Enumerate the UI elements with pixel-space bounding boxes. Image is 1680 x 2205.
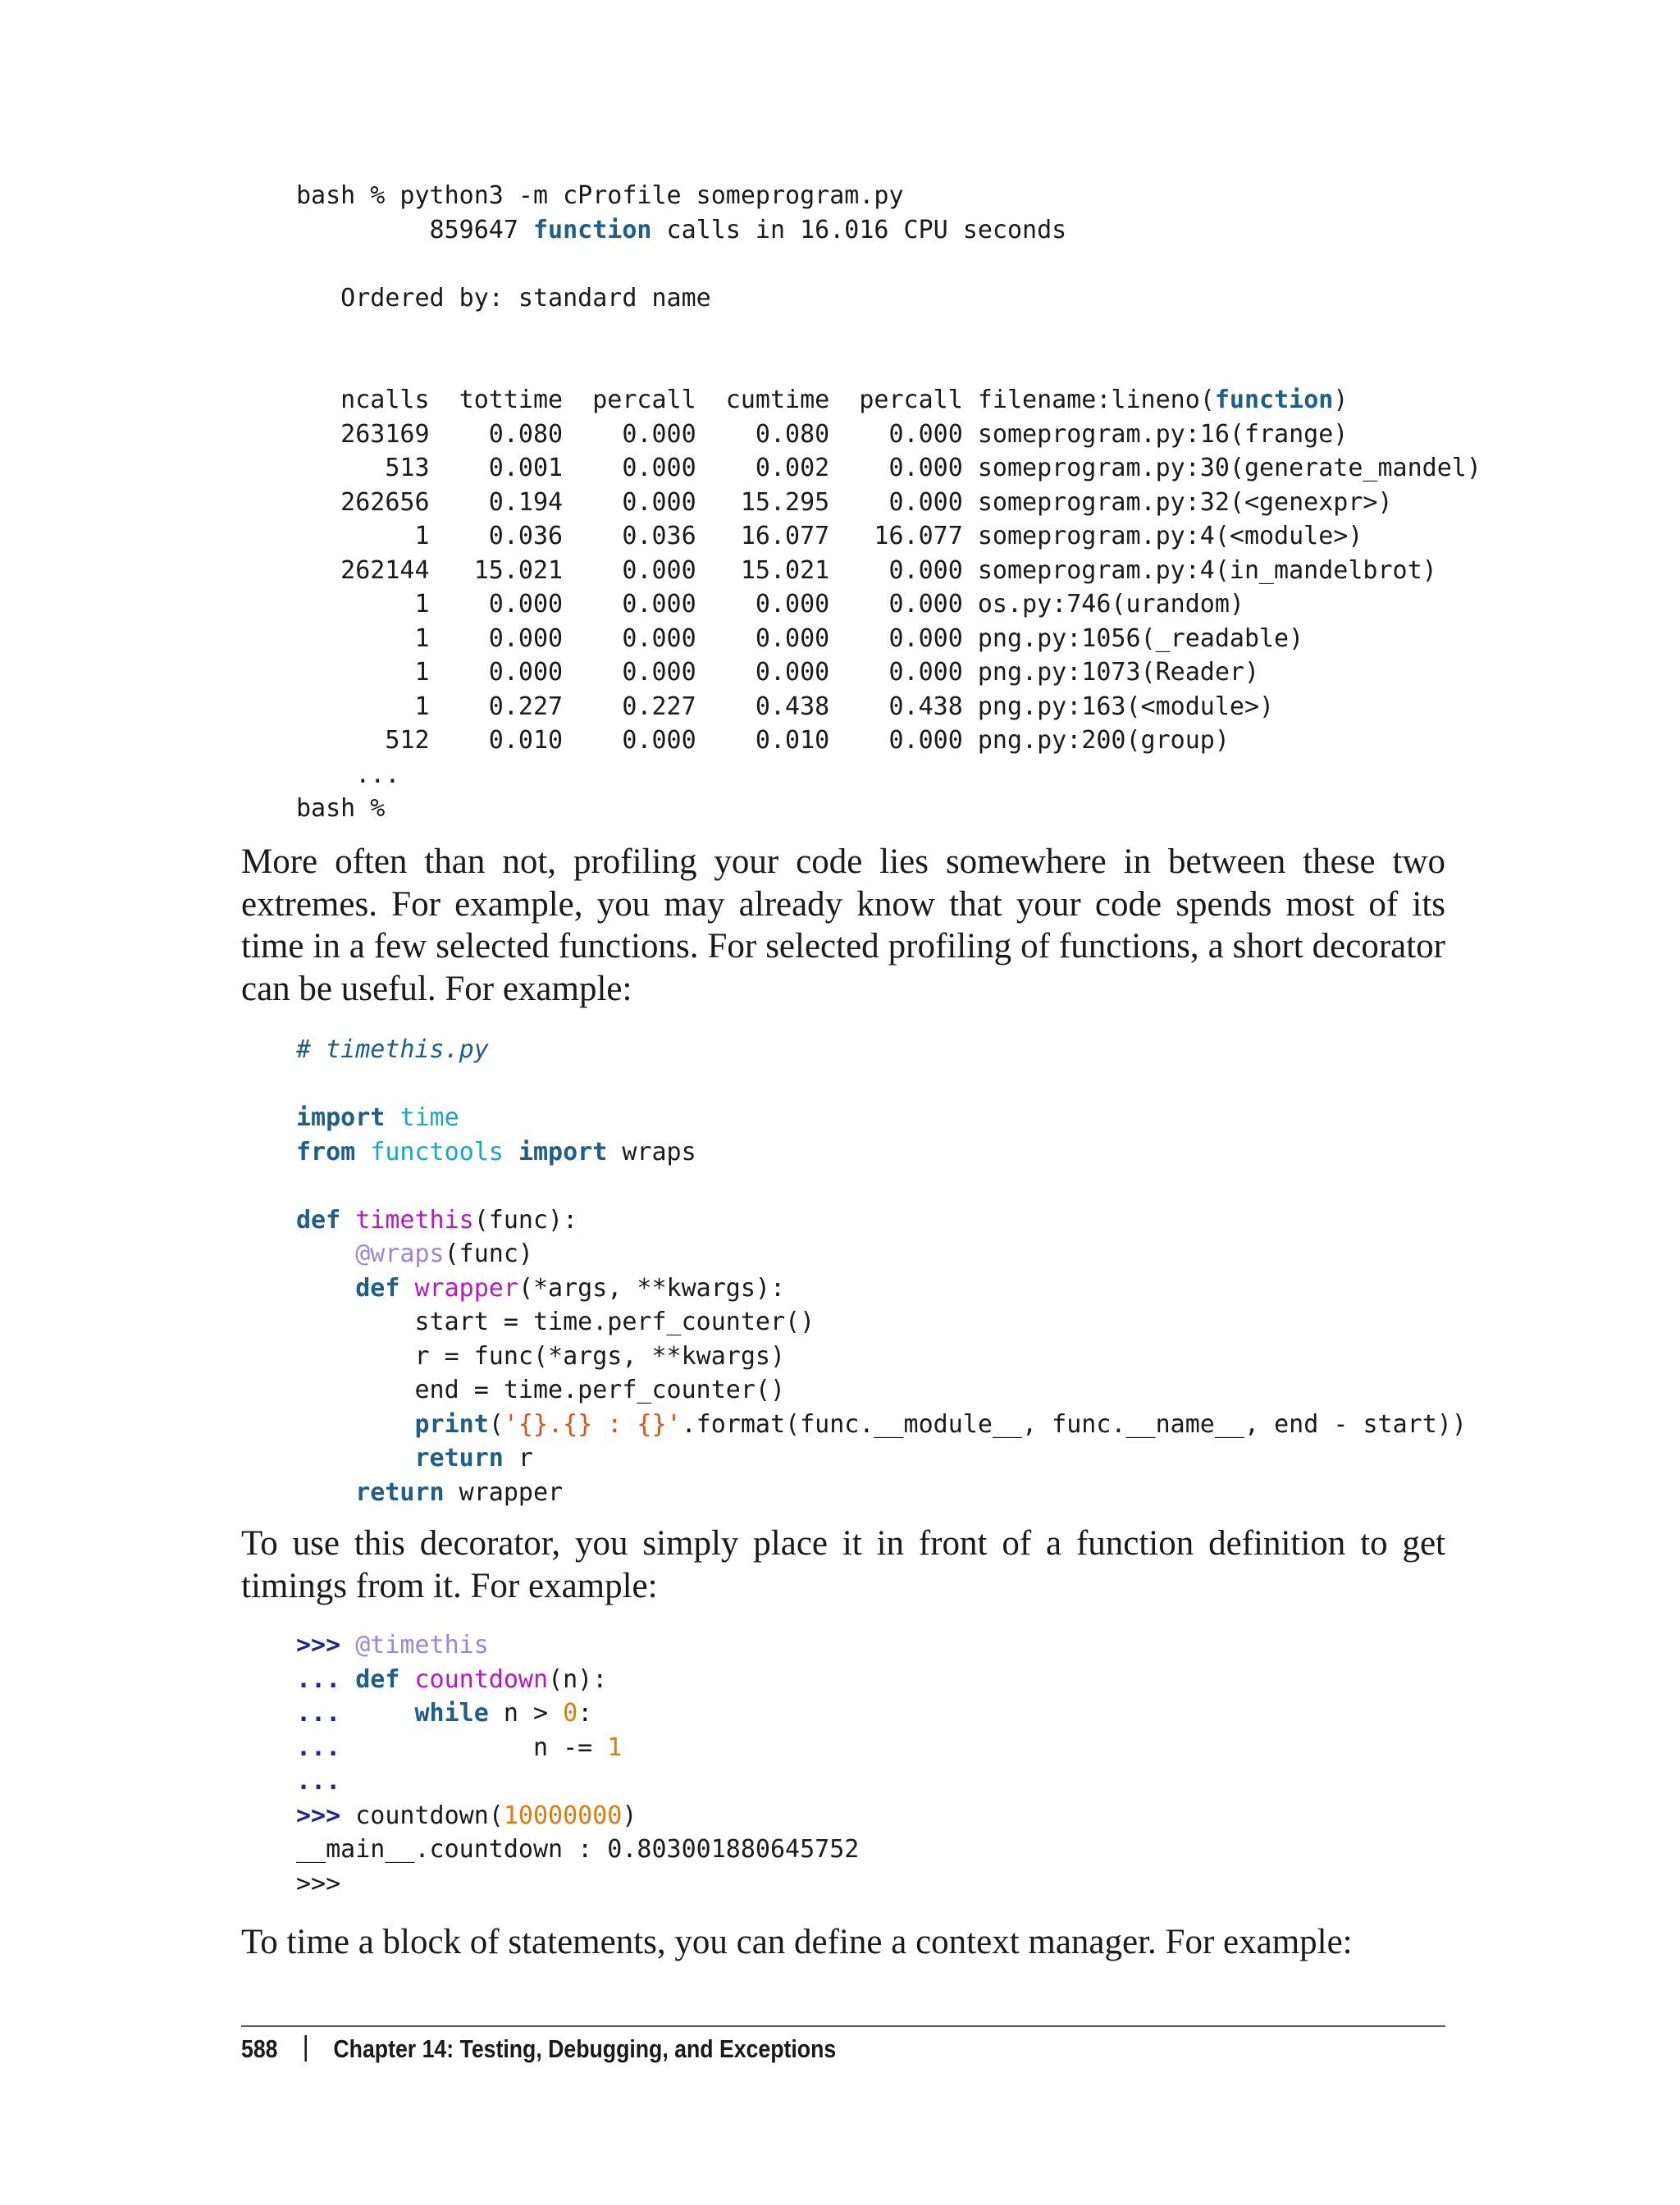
profile-row: 1 0.036 0.036 16.077 16.077 someprogram.py:4(<module>) bbox=[296, 522, 1363, 550]
code-line: @wraps(func) bbox=[355, 1239, 533, 1268]
profile-row: 1 0.000 0.000 0.000 0.000 png.py:1056(_readable) bbox=[296, 623, 1304, 653]
code-line: >>> @timethis bbox=[296, 1631, 489, 1659]
code-line: from functools import wraps bbox=[296, 1137, 696, 1166]
code-line: ... n -= 1 bbox=[296, 1732, 623, 1762]
profile-row: 1 0.000 0.000 0.000 0.000 png.py:1073(Reader) bbox=[296, 658, 1259, 687]
profile-ellipsis: ... bbox=[296, 760, 400, 789]
profile-line: 859647 function calls in 16.016 CPU seconds bbox=[296, 215, 1067, 244]
profile-output-block bbox=[296, 179, 1481, 826]
footer-rule bbox=[241, 2025, 1445, 2027]
code-line: r = func(*args, **kwargs) bbox=[296, 1341, 786, 1371]
body-paragraph: To use this decorator, you simply place it in front of a function definition to get timings from it. For example: bbox=[241, 1524, 1445, 1605]
code-output-line: __main__.countdown : 0.803001880645752 bbox=[296, 1835, 860, 1864]
profile-row: 262144 15.021 0.000 15.021 0.000 someprogram.py:4(in_mandelbrot) bbox=[296, 555, 1437, 585]
code-line: def wrapper(*args, **kwargs): bbox=[355, 1273, 786, 1303]
profile-row: 262656 0.194 0.000 15.295 0.000 someprogram.py:32(<genexpr>) bbox=[296, 487, 1393, 517]
footer-separator bbox=[304, 2035, 307, 2061]
code-line: return wrapper bbox=[355, 1477, 564, 1507]
code-line: >>> countdown(10000000) bbox=[296, 1801, 637, 1830]
body-paragraph: To time a block of statements, you can define a context manager. For example: bbox=[241, 1923, 1353, 1961]
profile-header-line: ncalls tottime percall cumtime percall filename:lineno(function) bbox=[296, 386, 1349, 414]
code-line: ... bbox=[296, 1767, 341, 1796]
code-line: start = time.perf_counter() bbox=[296, 1308, 815, 1336]
code-comment: # timethis.py bbox=[296, 1035, 489, 1064]
chapter-title: Chapter 14: Testing, Debugging, and Exceptions bbox=[333, 2034, 837, 2063]
code-line: ... def countdown(n): bbox=[296, 1664, 608, 1694]
repl-code-block bbox=[296, 1628, 859, 1901]
page-footer bbox=[241, 2034, 836, 2064]
code-line: return r bbox=[414, 1444, 533, 1472]
profile-line: Ordered by: standard name bbox=[296, 283, 711, 313]
code-line: import time bbox=[296, 1103, 459, 1132]
profile-row: 263169 0.080 0.000 0.080 0.000 someprogram.py:16(frange) bbox=[296, 419, 1349, 449]
page-number: 588 bbox=[241, 2034, 278, 2063]
profile-prompt: bash % bbox=[296, 794, 386, 823]
profile-line: bash % python3 -m cProfile someprogram.py bbox=[296, 181, 904, 210]
profile-row: 1 0.000 0.000 0.000 0.000 os.py:746(urandom) bbox=[296, 590, 1244, 619]
profile-row: 512 0.010 0.000 0.010 0.000 png.py:200(group) bbox=[296, 726, 1230, 755]
code-line: print('{}.{} : {}'.format(func.__module__, func.__name__, end - start)) bbox=[414, 1409, 1467, 1439]
timethis-code-block bbox=[296, 1033, 1467, 1509]
profile-row: 1 0.227 0.227 0.438 0.438 png.py:163(<module>) bbox=[296, 692, 1275, 721]
body-paragraph: More often than not, profiling your code lies somewhere in between these two extremes. For example, you may already know that your code spends most of its time in a few selected functions. For selected profiling of functions, a short decorator can be useful. For example: bbox=[241, 842, 1445, 1008]
code-line: def timethis(func): bbox=[296, 1205, 578, 1235]
code-prompt-line: >>> bbox=[296, 1869, 341, 1898]
code-line: end = time.perf_counter() bbox=[296, 1376, 786, 1404]
profile-row: 513 0.001 0.000 0.002 0.000 someprogram.py:30(generate_mandel) bbox=[296, 454, 1481, 482]
code-line: ... while n > 0: bbox=[296, 1699, 593, 1728]
